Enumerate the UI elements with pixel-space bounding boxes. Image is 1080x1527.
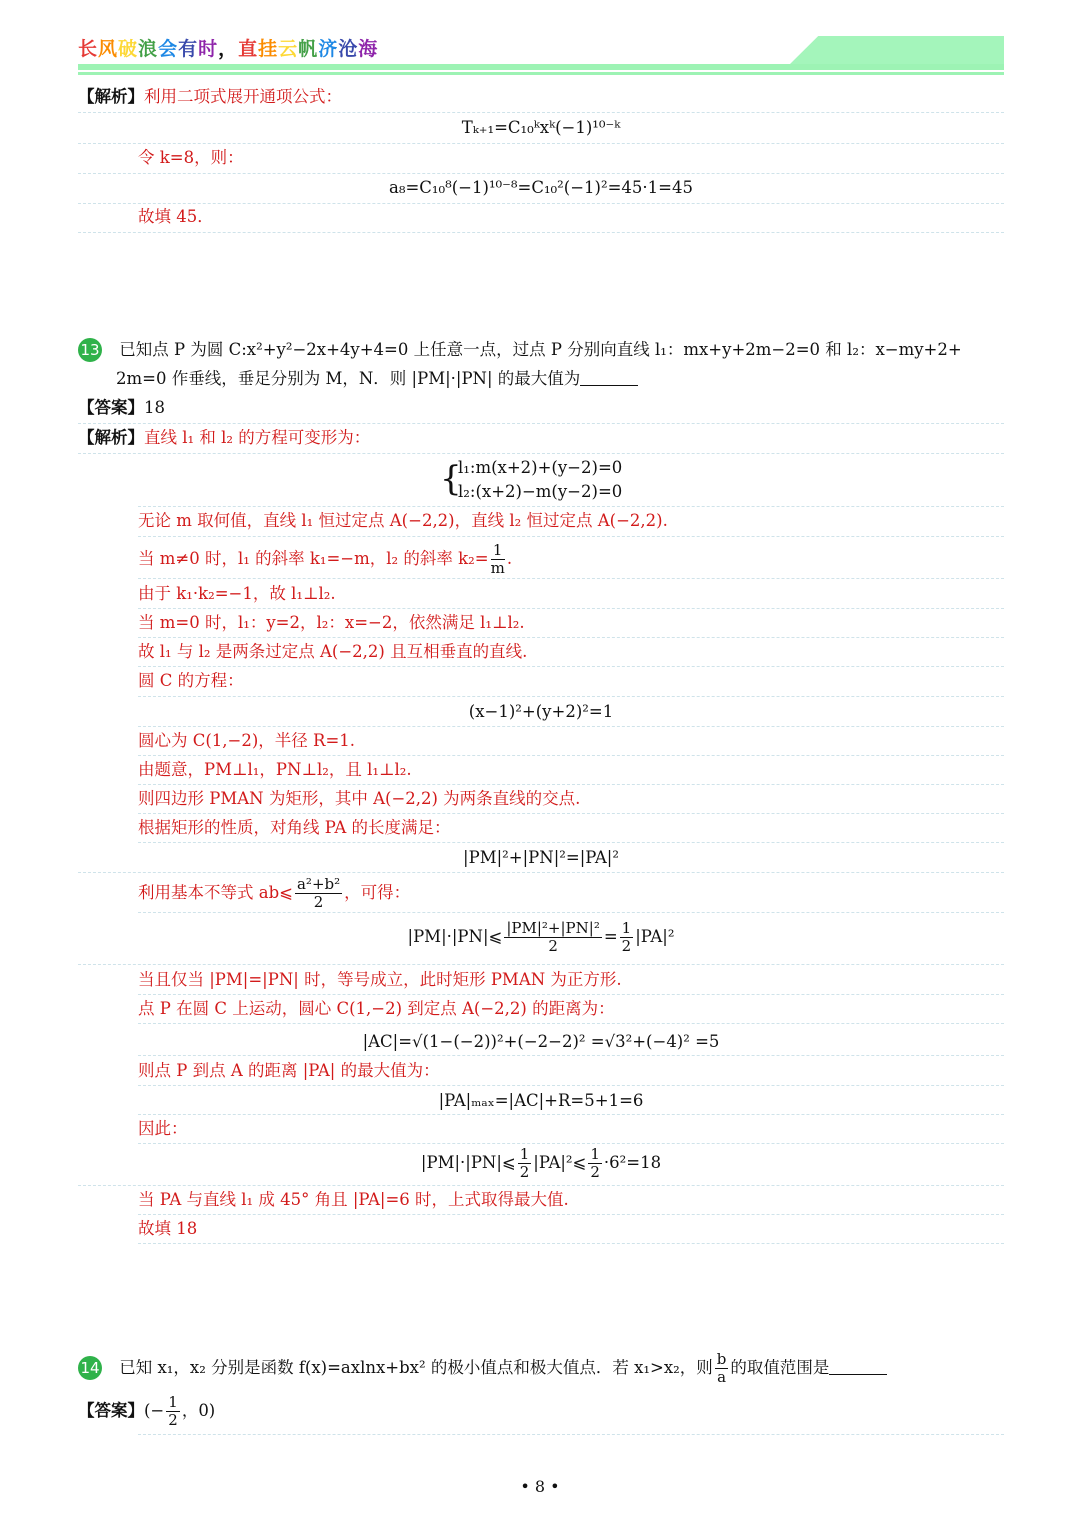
dashed-rule	[138, 1085, 1004, 1086]
dashed-rule	[138, 994, 1004, 995]
dashed-rule	[138, 666, 1004, 667]
header-slogan-char: 海	[358, 38, 379, 60]
fraction: $\frac{1}{m}$	[490, 541, 505, 577]
dashed-rule	[78, 203, 1004, 204]
analysis-line: 因此：	[138, 1119, 188, 1138]
solution-line	[78, 86, 342, 108]
dashed-rule	[138, 608, 1004, 609]
analysis-line: 当 m=0 时，l₁：y=2，l₂：x=−2，依然满足 l₁⊥l₂.	[138, 613, 525, 632]
dashed-rule	[138, 842, 1004, 843]
header-slogan-char: 时	[198, 38, 219, 60]
fraction: $\frac{b}{a}$	[716, 1350, 727, 1386]
solution-line	[138, 147, 244, 169]
dashed-rule	[78, 173, 1004, 174]
analysis-line: 由于 k₁·k₂=−1，故 l₁⊥l₂.	[138, 584, 336, 603]
analysis-line: 圆 C 的方程：	[138, 671, 244, 690]
dashed-rule	[138, 726, 1004, 727]
analysis-line: 则点 P 到点 A 的距离 |PA| 的最大值为：	[138, 1061, 440, 1080]
dashed-rule	[78, 112, 1004, 113]
analysis-line: 点 P 在圆 C 上运动，圆心 C(1,−2) 到定点 A(−2,2) 的距离为：	[138, 999, 615, 1018]
solution-line	[138, 206, 214, 228]
dashed-rule	[78, 453, 1004, 454]
dashed-rule	[138, 912, 1004, 913]
dashed-rule	[138, 784, 1004, 785]
dashed-rule	[78, 143, 1004, 144]
analysis-line-ineq: 利用基本不等式 ab⩽ $\frac{\text{a²+b²}}{2}$ ，可得：	[138, 875, 411, 911]
dashed-rule	[78, 232, 1004, 233]
system-eq1: l₁:m(x+2)+(y−2)=0	[458, 458, 623, 477]
dashed-rule	[78, 1185, 1004, 1186]
dashed-rule	[138, 578, 1004, 579]
dashed-rule	[78, 964, 1004, 965]
header-decoration	[788, 36, 1004, 66]
analysis-line: 圆心为 C(1,−2)，半径 R=1.	[138, 731, 356, 750]
dashed-rule	[138, 506, 1004, 507]
header-rule	[78, 64, 1004, 70]
dashed-rule	[138, 696, 1004, 697]
header-slogan-char: 会	[158, 38, 179, 60]
dashed-rule	[138, 1434, 1004, 1435]
analysis-line: 故 l₁ 与 l₂ 是两条过定点 A(−2,2) 且互相垂直的直线.	[138, 642, 528, 661]
fraction: $\frac{1}{2}$	[621, 919, 632, 955]
dashed-rule	[138, 1055, 1004, 1056]
header-rule-thin	[78, 72, 1004, 75]
header-slogan-char: 云	[278, 38, 299, 60]
header-slogan-char: 挂	[258, 38, 279, 60]
header-slogan-char: 破	[118, 38, 139, 60]
analysis-line: 故填 18	[138, 1219, 198, 1238]
header-slogan-char: 济	[318, 38, 339, 60]
header-slogan-char: ，	[218, 38, 239, 60]
fraction: $\frac{1}{2}$	[590, 1145, 600, 1181]
header-slogan-char: 有	[178, 38, 199, 60]
analysis-line-slope: 当 m≠0 时，l₁ 的斜率 k₁=−m，l₂ 的斜率 k₂= $\frac{1}{m}$ .	[138, 541, 513, 577]
solution-text: a₈=C₁₀⁸(−1)¹⁰⁻⁸=C₁₀²(−1)²=45·1=45	[389, 178, 693, 197]
dashed-rule	[78, 423, 1004, 424]
equation-final: |PM|·|PN|⩽ $\frac{1}{2}$ |PA|²⩽ $\frac{1}{2}$ ·6²=18	[420, 1145, 662, 1181]
equation-pa-max: |PA|ₘₐₓ=|AC|+R=5+1=6	[438, 1091, 644, 1110]
question-13-stem-line2: 2m=0 作垂线，垂足分别为 M，N．则 |PM|·|PN| 的最大值为	[116, 368, 638, 390]
dashed-rule	[138, 1114, 1004, 1115]
equation-circle: (x−1)²+(y+2)²=1	[468, 702, 614, 721]
question-number-badge: 14	[78, 1356, 102, 1380]
fraction: $\frac{1}{2}$	[519, 1145, 530, 1181]
header-slogan-char: 直	[238, 38, 259, 60]
dashed-rule	[138, 1143, 1004, 1144]
header-slogan-char: 帆	[298, 38, 319, 60]
header-slogan-char: 长	[78, 38, 99, 60]
solution-line	[78, 117, 1004, 139]
analysis-line: 当且仅当 |PM|=|PN| 时，等号成立，此时矩形 PMAN 为正方形.	[138, 970, 622, 989]
question-number-badge: 13	[78, 338, 102, 362]
system-brace: {	[440, 459, 462, 499]
dashed-rule	[138, 813, 1004, 814]
fraction: $\frac{\text{|PM|²+|PN|²}}{2}$	[506, 919, 600, 955]
dashed-rule	[138, 637, 1004, 638]
answer-blank	[580, 369, 638, 386]
header-slogan	[78, 34, 378, 61]
fraction: $\frac{\text{a²+b²}}{2}$	[296, 875, 341, 911]
solution-text: 故填 45．	[138, 207, 214, 226]
equation-inequality: |PM|·|PN|⩽ $\frac{\text{|PM|²+|PN|²}}{2}$ = $\frac{1}{2}$ |PA|²	[407, 919, 675, 955]
header-slogan-char: 浪	[138, 38, 159, 60]
dashed-rule	[138, 755, 1004, 756]
question-13-analysis-intro: 【解析】直线 l₁ 和 l₂ 的方程可变形为：	[78, 428, 371, 447]
page-number: • 8 •	[520, 1477, 560, 1496]
header-slogan-char: 风	[98, 38, 119, 60]
answer-blank	[829, 1358, 887, 1375]
header-slogan-char: 沧	[338, 38, 359, 60]
equation-rectangle: |PM|²+|PN|²=|PA|²	[463, 848, 619, 867]
system-eq2: l₂:(x+2)−m(y−2)=0	[458, 482, 623, 501]
dashed-rule	[78, 872, 1004, 873]
solution-text: Tₖ₊₁=C₁₀ᵏxᵏ(−1)¹⁰⁻ᵏ	[461, 118, 621, 137]
analysis-line: 当 PA 与直线 l₁ 成 45° 角且 |PA|=6 时，上式取得最大值.	[138, 1190, 569, 1209]
analysis-line: 则四边形 PMAN 为矩形，其中 A(−2,2) 为两条直线的交点.	[138, 789, 581, 808]
dashed-rule	[138, 536, 1004, 537]
solution-line	[78, 177, 1004, 199]
analysis-line: 无论 m 取何值，直线 l₁ 恒过定点 A(−2,2)，直线 l₂ 恒过定点 A(−2,2).	[138, 511, 668, 530]
equation-distance-ac: |AC|=√(1−(−2))²+(−2−2)² =√3²+(−4)² =5	[362, 1032, 720, 1051]
question-14-answer: 【答案】(− $\frac{1}{2}$ ，0)	[78, 1393, 216, 1429]
dashed-rule	[138, 1023, 1004, 1024]
dashed-rule	[138, 1214, 1004, 1215]
question-13-answer: 【答案】18	[78, 398, 165, 417]
analysis-tag: 【解析】	[78, 87, 144, 106]
solution-text: 令 k=8，则：	[138, 148, 244, 167]
dashed-rule	[138, 1243, 1004, 1244]
analysis-line: 由题意，PM⊥l₁，PN⊥l₂，且 l₁⊥l₂.	[138, 760, 412, 779]
analysis-line: 根据矩形的性质，对角线 PA 的长度满足：	[138, 818, 451, 837]
solution-text: 利用二项式展开通项公式：	[144, 87, 342, 106]
question-14-stem: 14 已知 x₁，x₂ 分别是函数 f(x)=axlnx+bx² 的极小值点和极大值点．若 x₁>x₂，则 $\frac{b}{a}$ 的取值范围是	[78, 1350, 887, 1386]
question-13-stem-line1: 13 已知点 P 为圆 C:x²+y²−2x+4y+4=0 上任意一点，过点 P 分别向直线 l₁：mx+y+2m−2=0 和 l₂：x−my+2+	[78, 338, 962, 362]
fraction: $\frac{1}{2}$	[168, 1393, 178, 1429]
